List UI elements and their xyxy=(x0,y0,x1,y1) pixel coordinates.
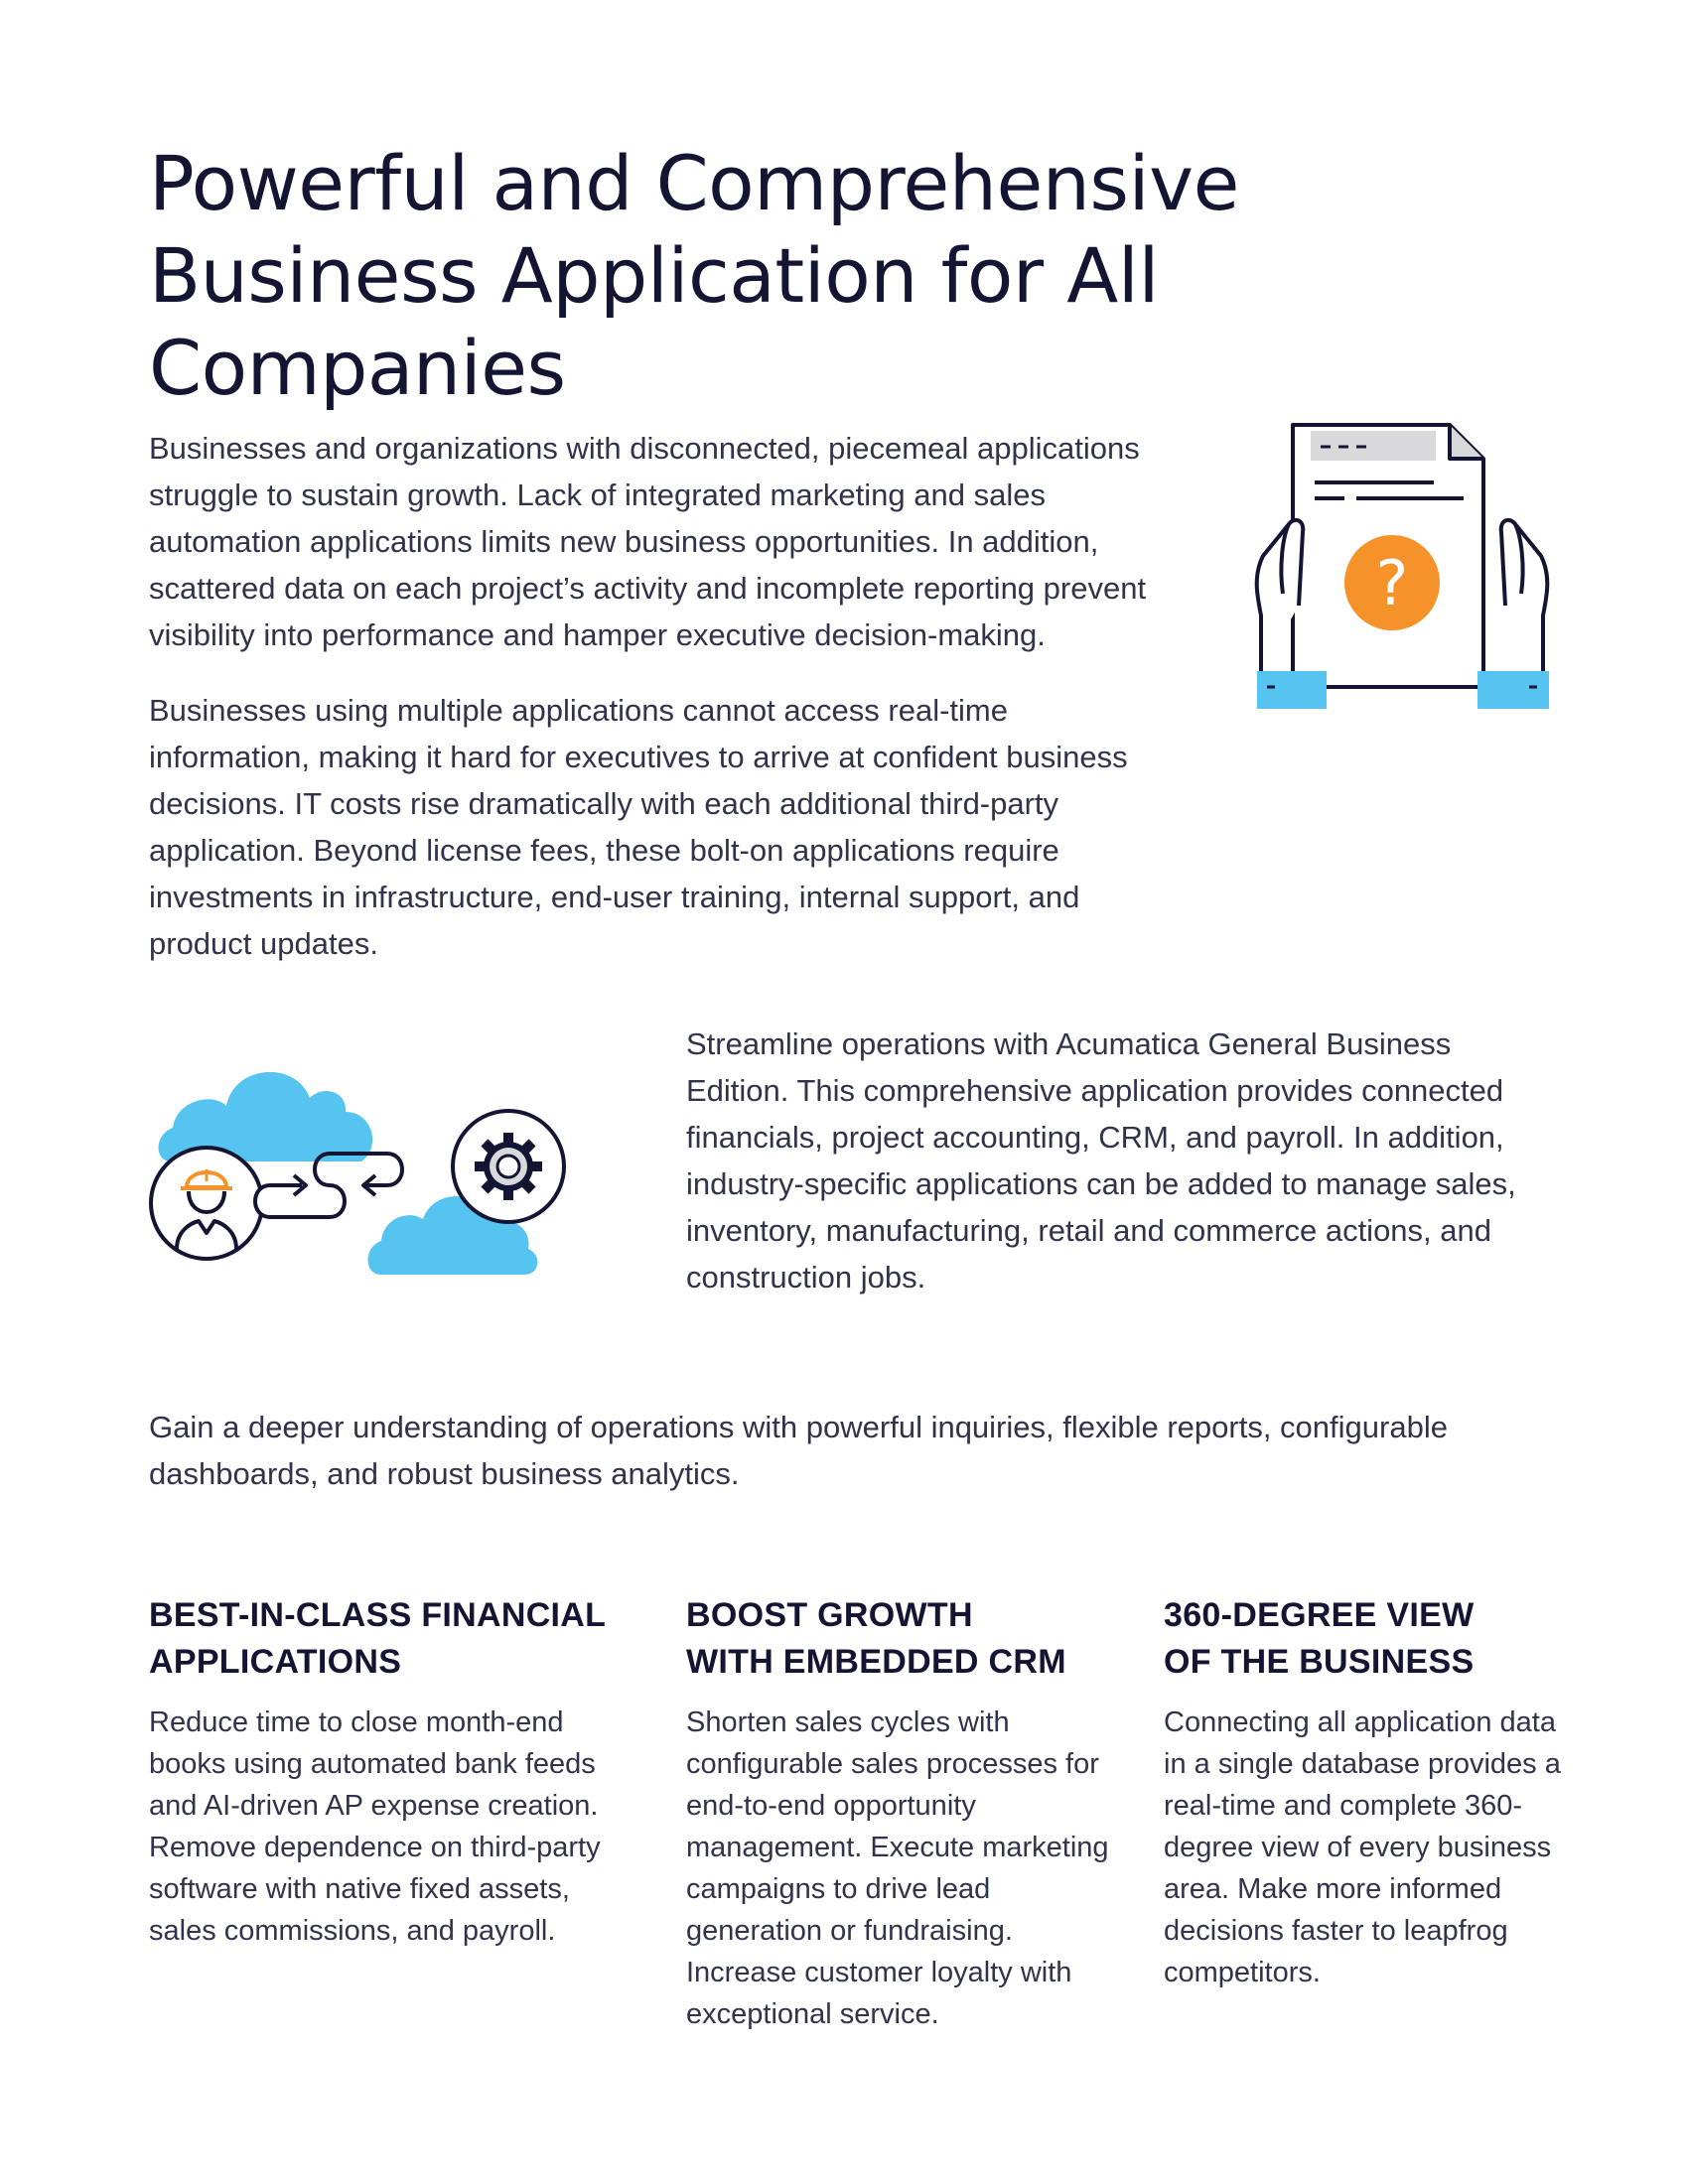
feature-heading-line: APPLICATIONS xyxy=(149,1643,402,1681)
document-question-icon xyxy=(1253,417,1551,725)
feature-heading-financial xyxy=(149,1592,616,1686)
feature-text-360-view: Connecting all application data in a single database provides a real-time and complete 360-degree view of every business area. Make more informed decisions faster to leapfrog competitors. xyxy=(1164,1706,1561,1988)
svg-text:?: ? xyxy=(1375,547,1409,619)
feature-text-financial: Reduce time to close month-end books using automated bank feeds and AI-driven AP expense creation. Remove dependence on third-party software with native fixed assets, sales commissions, and payroll. xyxy=(149,1706,601,1947)
streamline-paragraph: Streamline operations with Acumatica General Business Edition. This comprehensive application provides connected financials, project accounting, CRM, and payroll. In addition, industry-specific applications can be added to manage sales, inventory, manufacturing, retail and commerce actions, and construction jobs. xyxy=(686,1026,1516,1295)
feature-text-crm: Shorten sales cycles with configurable sales processes for end-to-end opportunity management. Execute marketing campaigns to drive lead generation or fundraising. Increase customer loyalty with exceptional service. xyxy=(686,1706,1109,2030)
feature-heading-line: OF THE BUSINESS xyxy=(1164,1643,1475,1681)
feature-heading-line: WITH EMBEDDED CRM xyxy=(686,1643,1066,1681)
cloud-integration-icon xyxy=(143,1036,586,1285)
feature-heading-line: BEST-IN-CLASS FINANCIAL xyxy=(149,1596,607,1634)
feature-heading-360-view xyxy=(1164,1592,1581,1686)
page-title: Powerful and Comprehensive Business Application for All Companies xyxy=(149,139,1239,412)
feature-heading-line: 360-DEGREE VIEW xyxy=(1164,1596,1475,1634)
insight-paragraph: Gain a deeper understanding of operations with powerful inquiries, flexible reports, configurable dashboards, and robust business analytics. xyxy=(149,1410,1448,1491)
intro-paragraph-2: Businesses using multiple applications cannot access real-time information, making it hard for executives to arrive at confident business decisions. IT costs rise dramatically with each additional third-party application. Beyond license fees, these bolt-on applications require investments in infrastructure, end-user training, internal support, and product updates. xyxy=(149,693,1128,961)
feature-heading-line: BOOST GROWTH xyxy=(686,1596,973,1634)
intro-paragraph-1: Businesses and organizations with disconnected, piecemeal applications struggle to sustain growth. Lack of integrated marketing and sales automation applications limits new business opportunities. In addition, scattered data on each project’s activity and incomplete reporting prevent visibility into performance and hamper executive decision-making. xyxy=(149,431,1147,652)
feature-heading-crm xyxy=(686,1592,1123,1686)
